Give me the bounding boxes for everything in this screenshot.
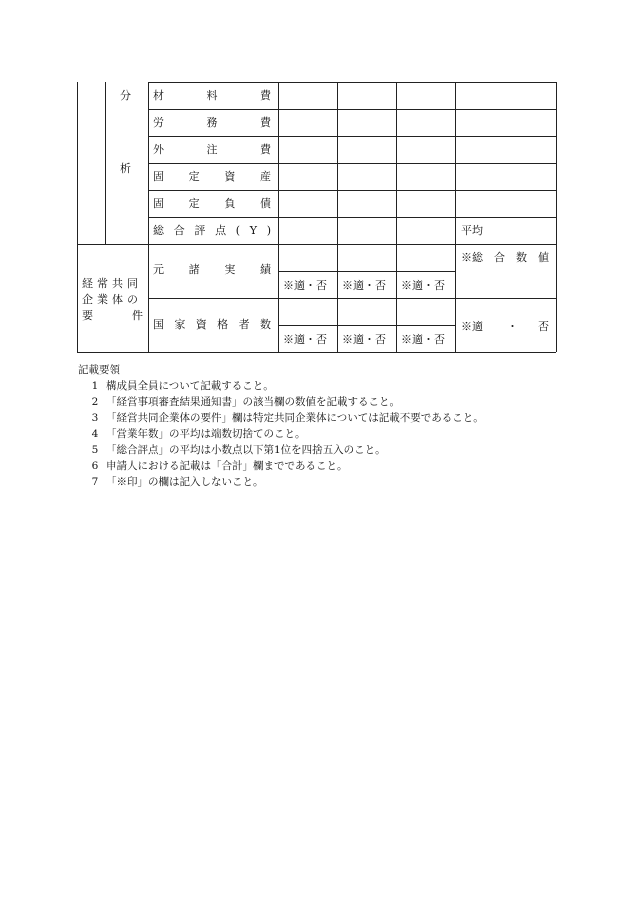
joint-label-line3-a: 要: [82, 309, 93, 322]
label-char: 総: [153, 224, 164, 237]
label-char: 点: [215, 224, 227, 237]
note-text: 「営業年数」の平均は端数切捨てのこと。: [106, 428, 306, 440]
analysis-label-top: 分: [120, 89, 131, 102]
joint-label-line2: 企業体の: [82, 293, 142, 306]
label-char: 労: [153, 116, 164, 129]
note-number: 5: [91, 444, 99, 456]
label-char: 注: [206, 143, 218, 156]
note-number: 1: [91, 380, 99, 392]
label-char: 値: [538, 251, 549, 264]
note-item: [78, 394, 484, 410]
label-char: ): [266, 224, 271, 237]
row-label-fixed-assets: [153, 170, 271, 183]
note-text: 「経営共同企業体の要件」欄は特定共同企業体については記載不要であること。: [106, 412, 484, 424]
label-char: 固: [153, 170, 164, 183]
joint-label-line1: 経常共同: [82, 277, 142, 290]
row-label-labor-cost: [153, 116, 271, 129]
row-label-total-score: [153, 224, 271, 237]
label-char: 家: [174, 318, 186, 331]
note-number: 4: [91, 428, 99, 440]
note-text: 「※印」の欄は記入しないこと。: [106, 476, 264, 488]
row-label-qualified-staff: [153, 318, 271, 331]
label-char: 績: [259, 263, 271, 276]
note-item: [78, 378, 484, 394]
label-char: ※総: [461, 251, 483, 264]
mark-r1-c1: ※適・否: [283, 279, 327, 292]
label-char: 固: [153, 197, 164, 210]
label-char: 格: [217, 318, 229, 331]
label-char: 料: [206, 89, 218, 102]
label-char: 債: [259, 197, 271, 210]
note-item: [78, 458, 484, 474]
note-text: 構成員全員について記載すること。: [106, 380, 274, 392]
row-label-fixed-liabilities: [153, 197, 271, 210]
label-char: 諸: [188, 263, 200, 276]
mark-r1-c3: ※適・否: [401, 279, 445, 292]
mark-r2-c3: ※適・否: [401, 333, 445, 346]
note-text: 「総合評点」の平均は小数点以下第1位を四捨五入のこと。: [106, 444, 386, 456]
label-char: 材: [153, 89, 164, 102]
label-char: 国: [153, 318, 164, 331]
final-approval-dot: ・: [507, 320, 518, 333]
final-approval-right: 否: [538, 320, 549, 333]
label-char: 評: [194, 224, 206, 237]
note-number: 7: [91, 476, 99, 488]
label-char: 費: [260, 116, 271, 129]
mark-r2-c2: ※適・否: [342, 333, 386, 346]
notes-title: 記載要領: [78, 364, 120, 376]
note-number: 6: [91, 460, 99, 472]
label-char: 数: [259, 318, 271, 331]
label-char: 実: [224, 263, 236, 276]
joint-label-line3-b: 件: [132, 309, 143, 322]
row-label-material-cost: [153, 89, 271, 102]
mark-r1-c2: ※適・否: [342, 279, 386, 292]
label-char: 元: [153, 263, 164, 276]
label-char: 費: [260, 89, 271, 102]
note-text: 「経営事項審査結果通知書」の該当欄の数値を記載すること。: [106, 396, 400, 408]
label-char: Y: [249, 224, 257, 237]
label-char: 務: [206, 116, 218, 129]
row-label-outsourcing-cost: [153, 143, 271, 156]
label-char: 費: [260, 143, 271, 156]
label-char: 定: [188, 170, 200, 183]
notes-section: [78, 362, 484, 490]
label-char: 負: [224, 197, 236, 210]
row-label-prime-results: [153, 263, 271, 276]
note-text: 申請人における記載は「合計」欄までであること。: [106, 460, 348, 472]
mark-r2-c1: ※適・否: [283, 333, 327, 346]
label-char: 定: [188, 197, 200, 210]
note-item: [78, 426, 484, 442]
note-number: 2: [91, 396, 99, 408]
label-char: 資: [195, 318, 207, 331]
label-char: 外: [153, 143, 164, 156]
label-char: 産: [259, 170, 271, 183]
label-char: 合: [494, 251, 505, 264]
note-item: [78, 410, 484, 426]
note-number: 3: [91, 412, 99, 424]
analysis-label-bottom: 析: [120, 162, 131, 175]
label-char: (: [235, 224, 241, 237]
label-char: 資: [224, 170, 236, 183]
average-label: 平均: [461, 224, 483, 237]
note-item: [78, 442, 484, 458]
final-approval-left: ※適: [461, 320, 483, 333]
note-item: [78, 474, 484, 490]
label-char: 合: [173, 224, 185, 237]
label-char: 者: [238, 318, 250, 331]
label-char: 数: [516, 251, 527, 264]
composite-value-label: [461, 251, 549, 264]
